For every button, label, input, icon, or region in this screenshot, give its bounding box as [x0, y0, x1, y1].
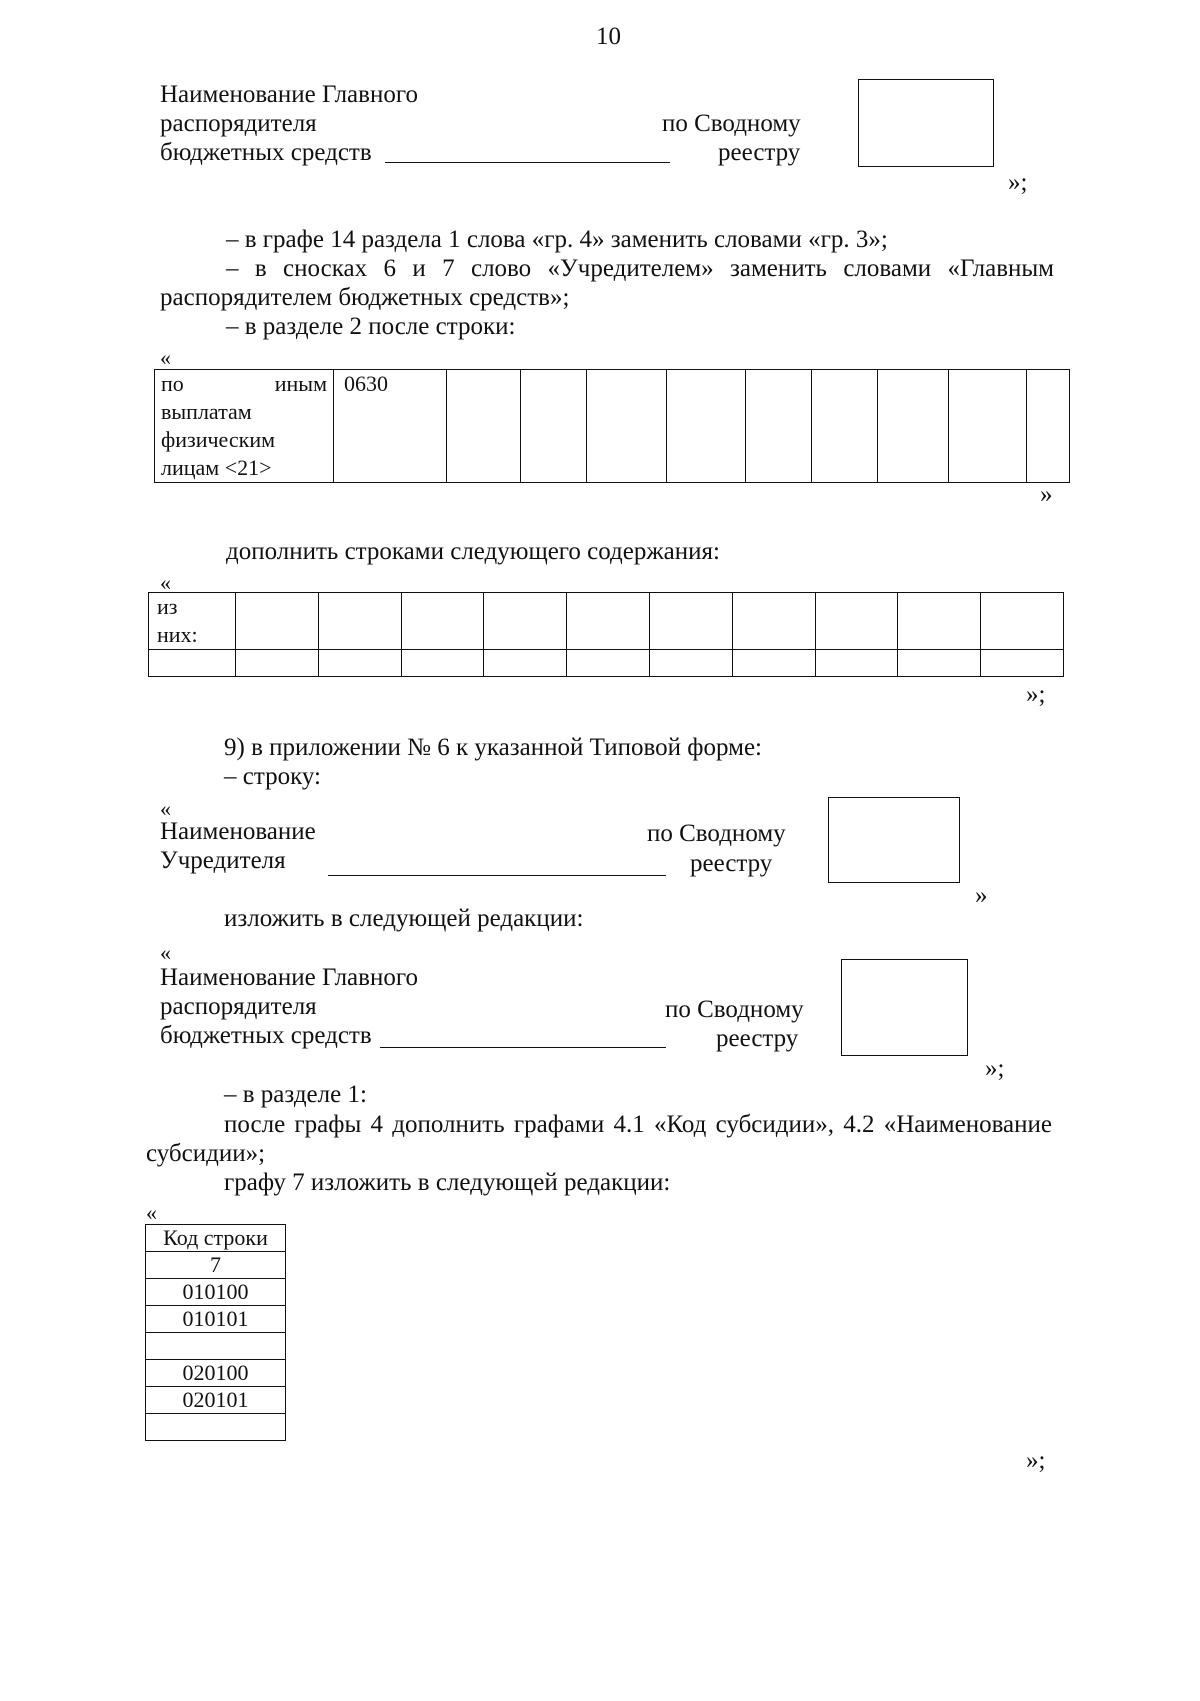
block1-registry-line2: реестру	[718, 139, 801, 166]
block1-registry-line1: по Сводному	[662, 110, 801, 137]
table3-cell	[146, 1333, 286, 1360]
table3-cell: 010100	[146, 1279, 286, 1306]
table-row	[146, 1279, 286, 1306]
table3-cell: 020100	[146, 1360, 286, 1387]
bullet-section2: – в разделе 2 после строки:	[226, 313, 516, 340]
block2-code-box	[828, 797, 960, 883]
table-row	[146, 1360, 286, 1387]
table3-cell: 020101	[146, 1387, 286, 1414]
block3-underline	[380, 1047, 666, 1048]
table3-cell	[146, 1414, 286, 1441]
bullet-footnotes-cont: распорядителем бюджетных средств»;	[160, 284, 570, 311]
table2-cell	[236, 593, 319, 650]
item9-text: 9) в приложении № 6 к указанной Типовой форме:	[224, 734, 762, 761]
block3-label-line3: бюджетных средств	[160, 1022, 372, 1049]
table2-cell	[484, 593, 567, 650]
table-row	[155, 370, 1070, 483]
table2-cell	[318, 650, 401, 677]
table2-label-line1: из	[157, 594, 178, 619]
table-row	[149, 650, 1064, 677]
table1-cell	[447, 370, 521, 483]
open-quote-3: «	[160, 796, 171, 821]
block1-code-box	[858, 79, 994, 167]
close-mark-2: »;	[1026, 681, 1046, 708]
table3-close-mark: »;	[1026, 1447, 1046, 1474]
table2-cell	[236, 650, 319, 677]
table2-cell	[149, 650, 236, 677]
table2-cell	[484, 650, 567, 677]
table-row	[146, 1252, 286, 1279]
open-quote-2: «	[160, 570, 171, 595]
table2-cell	[898, 593, 981, 650]
table2-cell	[567, 650, 650, 677]
open-quote-4: «	[160, 940, 171, 965]
block3-label-line1: Наименование Главного	[160, 964, 418, 991]
bullet-footnotes: – в сносках 6 и 7 слово «Учредителем» заменить словами «Главным	[226, 255, 1054, 282]
item9-sub: – строку:	[224, 763, 321, 790]
table2-cell	[732, 593, 815, 650]
open-quote-1: «	[160, 345, 171, 370]
table2-label-cell	[149, 593, 236, 650]
table-row	[146, 1306, 286, 1333]
block2-label-line2: Учредителя	[160, 847, 286, 874]
table2-cell	[815, 593, 898, 650]
table1-label-line4: лицам <21>	[161, 455, 272, 480]
table2-cell	[401, 650, 484, 677]
table3	[145, 1224, 286, 1441]
block2-registry-line1: по Сводному	[647, 820, 786, 847]
block2-registry-line2: реестру	[690, 850, 773, 877]
block3-registry-line1: по Сводному	[665, 996, 804, 1023]
table-row	[146, 1333, 286, 1360]
table2-cell	[567, 593, 650, 650]
table1-cell	[878, 370, 949, 483]
close-quote-1: »	[1040, 481, 1053, 508]
table1-code-cell	[334, 370, 447, 483]
table3-cell: 7	[146, 1252, 286, 1279]
table-row	[146, 1414, 286, 1441]
block1-underline	[385, 162, 670, 163]
page-number: 10	[596, 23, 621, 50]
table1-cell	[667, 370, 746, 483]
table1-cell	[746, 370, 812, 483]
table2-cell	[732, 650, 815, 677]
table1-label-line3: физическим	[161, 427, 276, 452]
table1-code: 0630	[344, 371, 388, 396]
block3-label-line2: распорядителя	[160, 993, 317, 1020]
close-quote-3: »	[975, 882, 988, 909]
block1-label-line2: распорядителя	[160, 110, 317, 137]
block1-label-line3: бюджетных средств	[160, 139, 372, 166]
table1-cell	[1027, 370, 1070, 483]
table1-cell	[949, 370, 1027, 483]
table2-cell	[815, 650, 898, 677]
table2	[148, 592, 1064, 677]
table3-cell: 010101	[146, 1306, 286, 1333]
bullet-col14: – в графе 14 раздела 1 слова «гр. 4» заменить словами «гр. 3»;	[226, 226, 888, 253]
table-row	[149, 593, 1064, 650]
section1-text: – в разделе 1:	[224, 1081, 367, 1108]
table1-cell	[587, 370, 667, 483]
table1-label-cell	[155, 370, 334, 483]
table3-header: Код строки	[146, 1225, 286, 1252]
table2-cell	[898, 650, 981, 677]
block2-underline	[328, 875, 666, 876]
table2-cell	[401, 593, 484, 650]
after-col4-line2: субсидии»;	[146, 1140, 266, 1167]
block3-code-box	[841, 959, 968, 1056]
after-col4-line1: после графы 4 дополнить графами 4.1 «Код субсидии», 4.2 «Наименование	[224, 1111, 1052, 1138]
table1-label-word2: иным	[274, 371, 327, 396]
block3-registry-line2: реестру	[716, 1025, 799, 1052]
table2-label-line2: них:	[157, 622, 198, 647]
table2-cell	[981, 650, 1064, 677]
block1-close-mark: »;	[1008, 169, 1028, 196]
table2-cell	[981, 593, 1064, 650]
table2-cell	[318, 593, 401, 650]
block1-label-line1: Наименование Главного	[160, 81, 418, 108]
table2-cell	[649, 650, 732, 677]
table2-cell	[649, 593, 732, 650]
table1-cell	[521, 370, 587, 483]
add-rows-text: дополнить строками следующего содержания:	[226, 538, 720, 565]
edit-text: изложить в следующей редакции:	[224, 905, 584, 932]
open-quote-5: «	[146, 1200, 157, 1225]
table1	[154, 369, 1070, 483]
table1-label-line2: выплатам	[161, 399, 252, 424]
block2-label-line1: Наименование	[160, 818, 316, 845]
table-row	[146, 1387, 286, 1414]
col7-text: графу 7 изложить в следующей редакции:	[224, 1169, 671, 1196]
block3-close-mark: »;	[985, 1055, 1005, 1082]
table1-label-word1: по	[161, 371, 184, 396]
table1-cell	[812, 370, 878, 483]
table-row	[146, 1225, 286, 1252]
